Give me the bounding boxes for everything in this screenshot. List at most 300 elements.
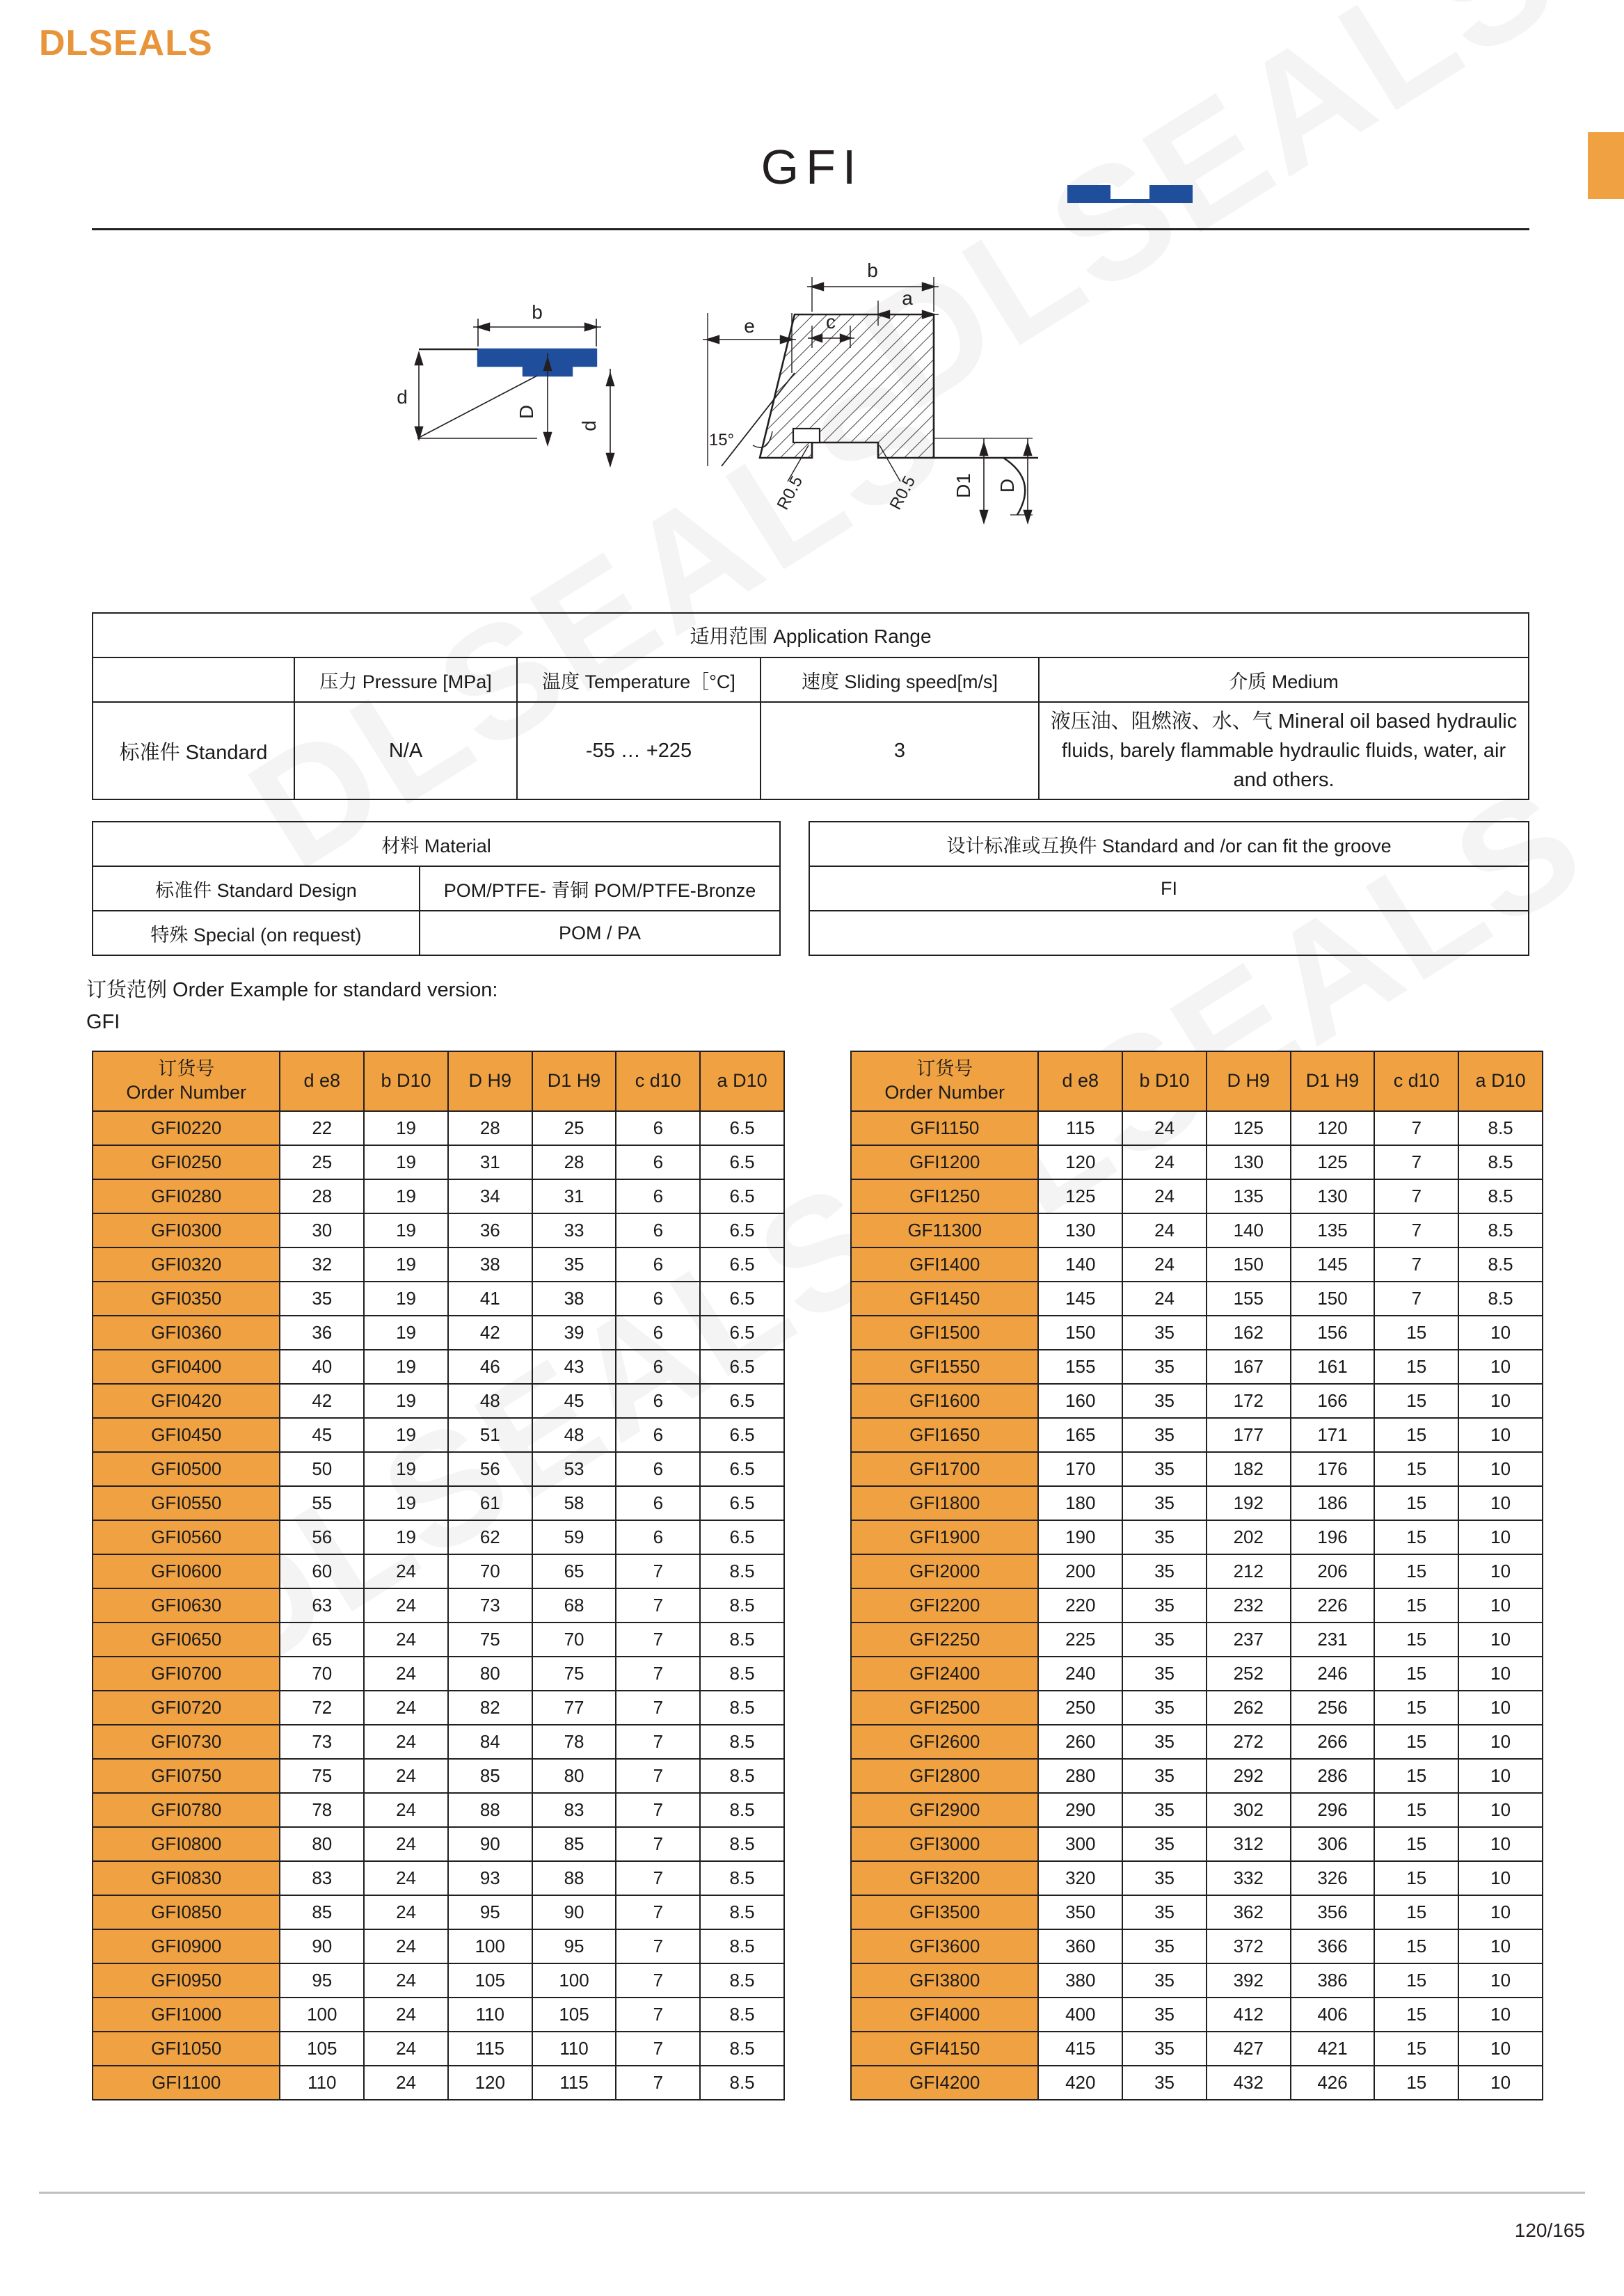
cell-dimension-5: 10 — [1458, 1623, 1543, 1657]
cell-dimension-2: 51 — [448, 1418, 532, 1452]
table-row — [851, 1418, 1543, 1452]
cell-dimension-3: 406 — [1291, 1998, 1375, 2032]
header-b-d10: b D10 — [364, 1051, 448, 1111]
cell-dimension-3: 120 — [1291, 1111, 1375, 1145]
table-row — [851, 1316, 1543, 1350]
table-row — [851, 1213, 1543, 1247]
cell-dimension-4: 6 — [616, 1452, 700, 1486]
cell-dimension-0: 420 — [1038, 2066, 1122, 2100]
cell-dimension-0: 115 — [1038, 1111, 1122, 1145]
cell-dimension-5: 8.5 — [700, 2032, 784, 2066]
cell-dimension-4: 7 — [616, 1963, 700, 1998]
material-table — [92, 821, 781, 956]
cell-dimension-0: 28 — [280, 1179, 364, 1213]
table-row — [851, 1998, 1543, 2032]
cell-order-number: GFI0280 — [93, 1179, 280, 1213]
cell-dimension-1: 19 — [364, 1145, 448, 1179]
svg-text:a: a — [902, 287, 913, 309]
cell-dimension-0: 250 — [1038, 1691, 1122, 1725]
cell-order-number: GFI0560 — [93, 1520, 280, 1554]
cell-dimension-5: 8.5 — [700, 1554, 784, 1588]
table-row — [851, 1623, 1543, 1657]
cell-dimension-4: 15 — [1374, 1929, 1458, 1963]
cell-dimension-1: 35 — [1122, 2066, 1207, 2100]
cell-dimension-2: 46 — [448, 1350, 532, 1384]
cell-dimension-4: 15 — [1374, 1554, 1458, 1588]
cell-dimension-2: 70 — [448, 1554, 532, 1588]
table-row — [93, 1827, 784, 1861]
application-range-table — [92, 612, 1529, 800]
cell-dimension-5: 10 — [1458, 1759, 1543, 1793]
header-d-e8: d e8 — [1038, 1051, 1122, 1111]
col-pressure: 压力 Pressure [MPa] — [294, 657, 517, 702]
cell-dimension-2: 177 — [1207, 1418, 1291, 1452]
cell-dimension-1: 35 — [1122, 1725, 1207, 1759]
cell-dimension-0: 36 — [280, 1316, 364, 1350]
cell-dimension-0: 45 — [280, 1418, 364, 1452]
cell-dimension-3: 35 — [532, 1247, 616, 1282]
cell-dimension-2: 412 — [1207, 1998, 1291, 2032]
cell-dimension-4: 7 — [616, 2066, 700, 2100]
cell-dimension-3: 59 — [532, 1520, 616, 1554]
table-row — [851, 1111, 1543, 1145]
cell-dimension-4: 15 — [1374, 1827, 1458, 1861]
cell-dimension-0: 80 — [280, 1827, 364, 1861]
cell-dimension-3: 77 — [532, 1691, 616, 1725]
cell-order-number: GFI0700 — [93, 1657, 280, 1691]
cell-order-number: GFI1500 — [851, 1316, 1038, 1350]
cell-dimension-0: 350 — [1038, 1895, 1122, 1929]
cell-order-number: GFI1250 — [851, 1179, 1038, 1213]
cell-dimension-2: 38 — [448, 1247, 532, 1282]
cell-dimension-4: 7 — [1374, 1179, 1458, 1213]
cell-dimension-3: 78 — [532, 1725, 616, 1759]
svg-text:d: d — [397, 386, 408, 408]
cell-dimension-1: 24 — [1122, 1282, 1207, 1316]
cell-dimension-5: 10 — [1458, 1963, 1543, 1998]
cell-order-number: GFI0500 — [93, 1452, 280, 1486]
cell-dimension-2: 93 — [448, 1861, 532, 1895]
cell-dimension-2: 61 — [448, 1486, 532, 1520]
order-example-line1: 订货范例 Order Example for standard version: — [86, 979, 498, 1001]
cell-dimension-2: 42 — [448, 1316, 532, 1350]
cell-order-number: GFI2600 — [851, 1725, 1038, 1759]
title-divider — [92, 228, 1529, 230]
cell-order-number: GFI0720 — [93, 1691, 280, 1725]
cell-dimension-0: 125 — [1038, 1179, 1122, 1213]
cell-order-number: GFI4200 — [851, 2066, 1038, 2100]
material-value-standard: POM/PTFE- 青铜 POM/PTFE-Bronze — [420, 866, 780, 911]
col-temperature: 温度 Temperature［°C] — [517, 657, 761, 702]
table-row — [851, 1861, 1543, 1895]
cell-order-number: GFI2400 — [851, 1657, 1038, 1691]
cell-dimension-0: 200 — [1038, 1554, 1122, 1588]
table-row — [93, 1145, 784, 1179]
header-order-number — [851, 1051, 1038, 1111]
svg-text:D1: D1 — [953, 473, 974, 498]
header-c-d10: c d10 — [616, 1051, 700, 1111]
cell-dimension-3: 166 — [1291, 1384, 1375, 1418]
cell-dimension-1: 19 — [364, 1520, 448, 1554]
table-row — [851, 1554, 1543, 1588]
cell-dimension-1: 35 — [1122, 1486, 1207, 1520]
cell-dimension-4: 15 — [1374, 1418, 1458, 1452]
cell-dimension-3: 326 — [1291, 1861, 1375, 1895]
cell-dimension-3: 176 — [1291, 1452, 1375, 1486]
cell-dimension-3: 306 — [1291, 1827, 1375, 1861]
cell-order-number: GFI2200 — [851, 1588, 1038, 1623]
table-row — [93, 1725, 784, 1759]
cell-dimension-0: 100 — [280, 1998, 364, 2032]
table-row — [851, 1759, 1543, 1793]
cell-dimension-5: 10 — [1458, 1520, 1543, 1554]
cell-dimension-4: 6 — [616, 1282, 700, 1316]
cell-dimension-0: 130 — [1038, 1213, 1122, 1247]
cell-dimension-2: 100 — [448, 1929, 532, 1963]
cell-dimension-4: 6 — [616, 1145, 700, 1179]
cell-dimension-5: 6.5 — [700, 1179, 784, 1213]
cell-dimension-3: 39 — [532, 1316, 616, 1350]
cell-dimension-5: 10 — [1458, 1793, 1543, 1827]
cell-dimension-3: 130 — [1291, 1179, 1375, 1213]
cell-dimension-2: 182 — [1207, 1452, 1291, 1486]
cell-dimension-4: 15 — [1374, 1963, 1458, 1998]
cell-order-number: GFI0360 — [93, 1316, 280, 1350]
cell-dimension-5: 6.5 — [700, 1418, 784, 1452]
cell-dimension-3: 206 — [1291, 1554, 1375, 1588]
cell-dimension-2: 362 — [1207, 1895, 1291, 1929]
cell-dimension-3: 85 — [532, 1827, 616, 1861]
cell-dimension-0: 360 — [1038, 1929, 1122, 1963]
table-row — [851, 1963, 1543, 1998]
cell-order-number: GFI0550 — [93, 1486, 280, 1520]
cell-dimension-0: 65 — [280, 1623, 364, 1657]
cell-dimension-3: 286 — [1291, 1759, 1375, 1793]
cell-order-number: GFI0750 — [93, 1759, 280, 1793]
cell-dimension-4: 15 — [1374, 2032, 1458, 2066]
cell-dimension-2: 105 — [448, 1963, 532, 1998]
page-title-block — [0, 139, 1624, 195]
cell-dimension-3: 196 — [1291, 1520, 1375, 1554]
cell-dimension-1: 35 — [1122, 1588, 1207, 1623]
svg-text:b: b — [867, 260, 878, 281]
table-row — [851, 1179, 1543, 1213]
cell-order-number: GFI0220 — [93, 1111, 280, 1145]
cell-dimension-3: 83 — [532, 1793, 616, 1827]
cell-dimension-5: 8.5 — [700, 1963, 784, 1998]
cell-dimension-2: 120 — [448, 2066, 532, 2100]
cell-dimension-3: 186 — [1291, 1486, 1375, 1520]
table-row — [851, 1895, 1543, 1929]
cell-dimension-2: 84 — [448, 1725, 532, 1759]
cell-dimension-1: 35 — [1122, 1963, 1207, 1998]
cell-order-number: GFI0950 — [93, 1963, 280, 1998]
cell-dimension-3: 226 — [1291, 1588, 1375, 1623]
cell-dimension-5: 6.5 — [700, 1452, 784, 1486]
standard-groove-value: FI — [809, 866, 1529, 911]
table-row — [93, 1588, 784, 1623]
cell-dimension-5: 10 — [1458, 1827, 1543, 1861]
cell-dimension-2: 262 — [1207, 1691, 1291, 1725]
cell-dimension-4: 7 — [1374, 1247, 1458, 1282]
cell-dimension-5: 6.5 — [700, 1384, 784, 1418]
cell-dimension-5: 8.5 — [1458, 1213, 1543, 1247]
cell-dimension-3: 150 — [1291, 1282, 1375, 1316]
cell-order-number: GFI1650 — [851, 1418, 1038, 1452]
cell-order-number: GFI0300 — [93, 1213, 280, 1247]
cell-dimension-4: 7 — [616, 1623, 700, 1657]
order-table-left-wrap — [92, 1051, 785, 2100]
cell-dimension-3: 421 — [1291, 2032, 1375, 2066]
cell-dimension-5: 8.5 — [1458, 1247, 1543, 1282]
cell-dimension-2: 427 — [1207, 2032, 1291, 2066]
table-row — [851, 1588, 1543, 1623]
cell-dimension-0: 83 — [280, 1861, 364, 1895]
cell-dimension-5: 10 — [1458, 1725, 1543, 1759]
table-row — [93, 1929, 784, 1963]
table-row — [93, 1520, 784, 1554]
cell-dimension-4: 7 — [616, 1998, 700, 2032]
footer-divider — [39, 2192, 1585, 2194]
cell-dimension-4: 6 — [616, 1520, 700, 1554]
cell-dimension-1: 35 — [1122, 1861, 1207, 1895]
cell-dimension-1: 19 — [364, 1452, 448, 1486]
cell-dimension-4: 7 — [616, 2032, 700, 2066]
table-row — [93, 1623, 784, 1657]
table-row — [93, 1452, 784, 1486]
cell-dimension-5: 6.5 — [700, 1486, 784, 1520]
col-medium: 介质 Medium — [1039, 657, 1529, 702]
cell-order-number: GFI1150 — [851, 1111, 1038, 1145]
cell-dimension-3: 28 — [532, 1145, 616, 1179]
cell-dimension-5: 10 — [1458, 1895, 1543, 1929]
header-order-number-en: Order Number — [126, 1082, 246, 1103]
cell-order-number: GFI0250 — [93, 1145, 280, 1179]
cell-dimension-3: 296 — [1291, 1793, 1375, 1827]
cell-dimension-4: 6 — [616, 1316, 700, 1350]
cell-dimension-5: 8.5 — [700, 1998, 784, 2032]
cell-dimension-1: 19 — [364, 1418, 448, 1452]
cell-dimension-5: 8.5 — [700, 1827, 784, 1861]
table-row — [93, 2032, 784, 2066]
cell-dimension-0: 95 — [280, 1963, 364, 1998]
table-row — [93, 1350, 784, 1384]
table-row — [93, 1111, 784, 1145]
cell-dimension-4: 15 — [1374, 1725, 1458, 1759]
cell-dimension-5: 8.5 — [700, 1759, 784, 1793]
cell-dimension-3: 100 — [532, 1963, 616, 1998]
cell-dimension-2: 115 — [448, 2032, 532, 2066]
cell-dimension-4: 7 — [616, 1657, 700, 1691]
cell-dimension-5: 8.5 — [1458, 1282, 1543, 1316]
cell-order-number: GFI4150 — [851, 2032, 1038, 2066]
svg-text:e: e — [744, 315, 755, 337]
cell-dimension-5: 8.5 — [700, 1793, 784, 1827]
cell-dimension-2: 312 — [1207, 1827, 1291, 1861]
table-row — [93, 1554, 784, 1588]
cell-dimension-0: 78 — [280, 1793, 364, 1827]
cell-dimension-1: 35 — [1122, 1316, 1207, 1350]
cell-dimension-1: 24 — [1122, 1179, 1207, 1213]
svg-text:b: b — [532, 301, 543, 323]
cell-order-number: GFI2000 — [851, 1554, 1038, 1588]
cell-dimension-4: 15 — [1374, 1486, 1458, 1520]
table-row — [851, 1282, 1543, 1316]
cell-dimension-5: 10 — [1458, 1384, 1543, 1418]
cell-dimension-3: 115 — [532, 2066, 616, 2100]
cell-dimension-1: 19 — [364, 1247, 448, 1282]
cell-dimension-4: 15 — [1374, 1793, 1458, 1827]
value-temperature: -55 … +225 — [517, 702, 761, 799]
cell-order-number: GFI0780 — [93, 1793, 280, 1827]
cell-dimension-1: 35 — [1122, 1827, 1207, 1861]
cell-order-number: GF11300 — [851, 1213, 1038, 1247]
cell-dimension-0: 110 — [280, 2066, 364, 2100]
cell-dimension-2: 135 — [1207, 1179, 1291, 1213]
cell-dimension-2: 155 — [1207, 1282, 1291, 1316]
cell-dimension-3: 88 — [532, 1861, 616, 1895]
cell-dimension-1: 24 — [1122, 1247, 1207, 1282]
material-title: 材料 Material — [93, 822, 780, 866]
cell-order-number: GFI2500 — [851, 1691, 1038, 1725]
cell-dimension-2: 192 — [1207, 1486, 1291, 1520]
cell-dimension-1: 35 — [1122, 2032, 1207, 2066]
cell-dimension-1: 24 — [364, 1998, 448, 2032]
cell-dimension-0: 70 — [280, 1657, 364, 1691]
table-row — [851, 1827, 1543, 1861]
cell-dimension-3: 110 — [532, 2032, 616, 2066]
cell-dimension-4: 7 — [1374, 1145, 1458, 1179]
cell-dimension-1: 19 — [364, 1282, 448, 1316]
cell-dimension-5: 8.5 — [700, 2066, 784, 2100]
cell-dimension-1: 35 — [1122, 1759, 1207, 1793]
cell-dimension-0: 280 — [1038, 1759, 1122, 1793]
order-table-right-wrap — [850, 1051, 1543, 2100]
cell-order-number: GFI2800 — [851, 1759, 1038, 1793]
cell-dimension-3: 266 — [1291, 1725, 1375, 1759]
cell-dimension-5: 8.5 — [700, 1588, 784, 1623]
header-a-d10: a D10 — [1458, 1051, 1543, 1111]
header-b-d10: b D10 — [1122, 1051, 1207, 1111]
header-D1-h9: D1 H9 — [532, 1051, 616, 1111]
cell-dimension-1: 19 — [364, 1111, 448, 1145]
application-range-title: 适用范围 Application Range — [93, 613, 1529, 657]
header-order-number-cn: 订货号 — [916, 1058, 973, 1080]
row-label-standard: 标准件 Standard — [93, 702, 294, 799]
cell-dimension-4: 7 — [616, 1725, 700, 1759]
cell-dimension-4: 15 — [1374, 1350, 1458, 1384]
standard-groove-table — [809, 821, 1529, 956]
cell-dimension-1: 19 — [364, 1350, 448, 1384]
cell-dimension-2: 212 — [1207, 1554, 1291, 1588]
cell-dimension-5: 10 — [1458, 2032, 1543, 2066]
cell-order-number: GFI0420 — [93, 1384, 280, 1418]
cell-dimension-0: 170 — [1038, 1452, 1122, 1486]
cell-dimension-1: 35 — [1122, 1895, 1207, 1929]
cell-dimension-2: 302 — [1207, 1793, 1291, 1827]
cell-dimension-1: 35 — [1122, 1520, 1207, 1554]
cell-dimension-4: 7 — [616, 1861, 700, 1895]
cell-dimension-1: 24 — [364, 2066, 448, 2100]
cell-dimension-3: 145 — [1291, 1247, 1375, 1282]
cell-dimension-2: 75 — [448, 1623, 532, 1657]
table-row — [93, 1384, 784, 1418]
cell-dimension-2: 202 — [1207, 1520, 1291, 1554]
table-row — [851, 1691, 1543, 1725]
header-D-h9: D H9 — [448, 1051, 532, 1111]
table-row — [93, 2066, 784, 2100]
cell-dimension-2: 162 — [1207, 1316, 1291, 1350]
cell-dimension-3: 171 — [1291, 1418, 1375, 1452]
header-a-d10: a D10 — [700, 1051, 784, 1111]
cell-dimension-1: 24 — [364, 1759, 448, 1793]
cell-dimension-2: 62 — [448, 1520, 532, 1554]
header-D-h9: D H9 — [1207, 1051, 1291, 1111]
material-label-special: 特殊 Special (on request) — [93, 911, 420, 955]
technical-drawing — [92, 237, 1529, 598]
cell-order-number: GFI1400 — [851, 1247, 1038, 1282]
cell-order-number: GFI3000 — [851, 1827, 1038, 1861]
cell-dimension-1: 24 — [364, 1827, 448, 1861]
cell-dimension-3: 366 — [1291, 1929, 1375, 1963]
cell-dimension-0: 260 — [1038, 1725, 1122, 1759]
cell-dimension-0: 72 — [280, 1691, 364, 1725]
cell-dimension-0: 400 — [1038, 1998, 1122, 2032]
cell-dimension-1: 19 — [364, 1486, 448, 1520]
table-row — [93, 1861, 784, 1895]
value-speed: 3 — [761, 702, 1039, 799]
cell-order-number: GFI3500 — [851, 1895, 1038, 1929]
cell-dimension-0: 160 — [1038, 1384, 1122, 1418]
table-row — [851, 1929, 1543, 1963]
svg-text:R0.5: R0.5 — [773, 472, 807, 513]
cell-dimension-4: 7 — [616, 1759, 700, 1793]
cell-dimension-5: 6.5 — [700, 1350, 784, 1384]
cell-dimension-2: 292 — [1207, 1759, 1291, 1793]
cell-dimension-5: 8.5 — [700, 1861, 784, 1895]
table-row — [93, 1486, 784, 1520]
cell-dimension-1: 19 — [364, 1316, 448, 1350]
cell-dimension-0: 25 — [280, 1145, 364, 1179]
cell-order-number: GFI1100 — [93, 2066, 280, 2100]
standard-groove-empty — [809, 911, 1529, 955]
cell-dimension-4: 7 — [616, 1691, 700, 1725]
cell-dimension-0: 32 — [280, 1247, 364, 1282]
cell-dimension-1: 35 — [1122, 1929, 1207, 1963]
cell-dimension-3: 33 — [532, 1213, 616, 1247]
cell-dimension-2: 432 — [1207, 2066, 1291, 2100]
cell-dimension-5: 10 — [1458, 1691, 1543, 1725]
page-title: GFI — [761, 140, 863, 194]
company-logo: DLSEALS — [39, 23, 213, 63]
cell-dimension-2: 34 — [448, 1179, 532, 1213]
cell-dimension-4: 6 — [616, 1486, 700, 1520]
cell-dimension-5: 6.5 — [700, 1316, 784, 1350]
cell-order-number: GFI1900 — [851, 1520, 1038, 1554]
page-number: 120/165 — [1514, 2219, 1585, 2241]
cell-dimension-5: 8.5 — [700, 1895, 784, 1929]
table-row — [93, 1179, 784, 1213]
cell-dimension-5: 8.5 — [1458, 1111, 1543, 1145]
cell-dimension-3: 75 — [532, 1657, 616, 1691]
cell-dimension-2: 41 — [448, 1282, 532, 1316]
cell-dimension-3: 95 — [532, 1929, 616, 1963]
cell-dimension-5: 8.5 — [700, 1623, 784, 1657]
table-row — [851, 1657, 1543, 1691]
cell-dimension-4: 7 — [616, 1588, 700, 1623]
table-row — [851, 2032, 1543, 2066]
table-row — [93, 1793, 784, 1827]
